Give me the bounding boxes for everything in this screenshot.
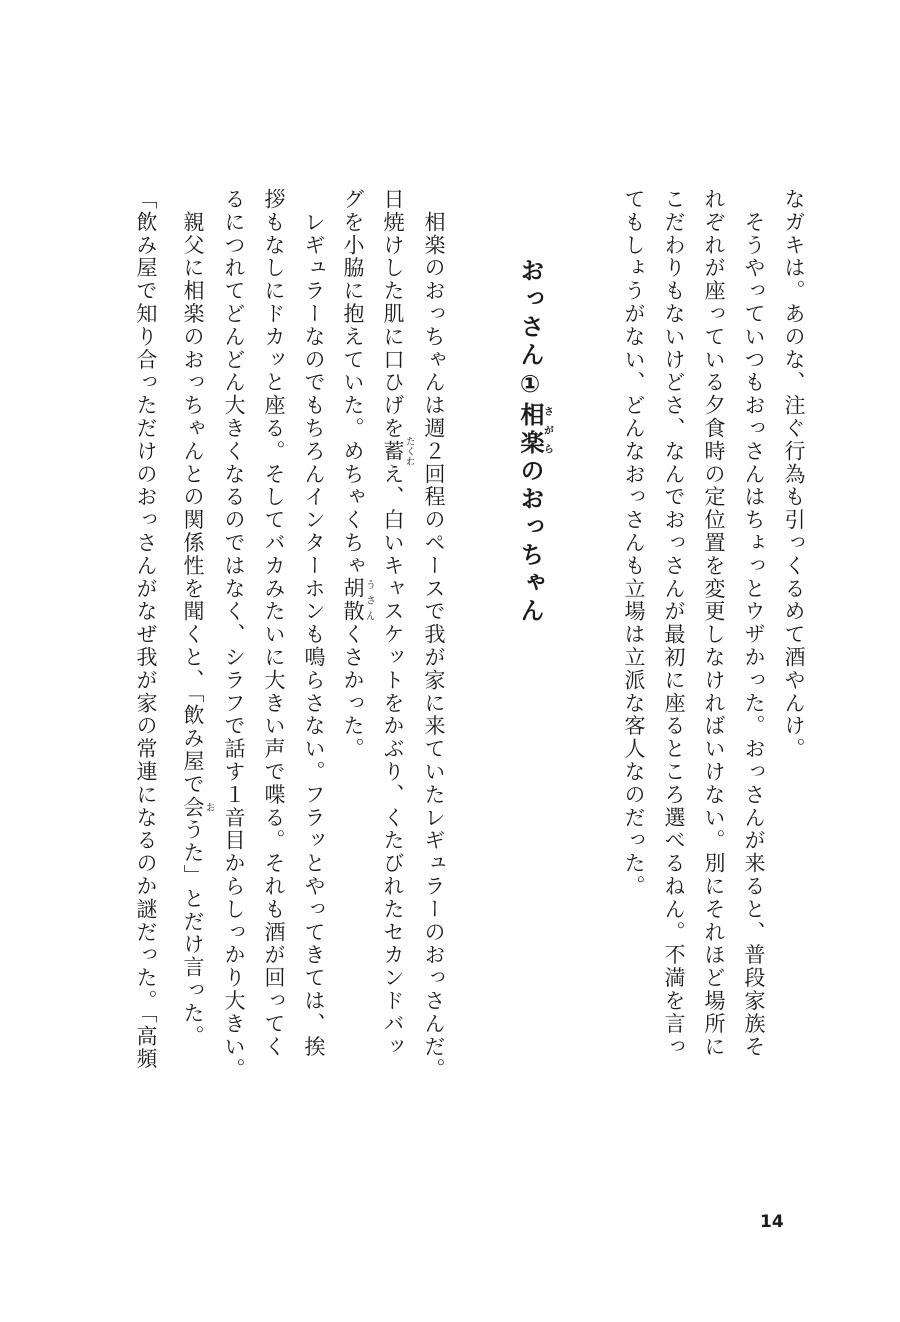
text-column-7 <box>374 188 414 1088</box>
text-column-12 <box>174 188 214 1088</box>
heading-ruby <box>516 402 553 458</box>
text-segment: グを小脇に抱えていた。めちゃくちゃ <box>341 188 365 578</box>
ruby-base: 会 <box>181 795 205 819</box>
section-heading <box>502 258 558 658</box>
text-column-4: こだわりもないけどさ、なんでおっさんが最初に座るところ選べるねん。不満を言っ <box>662 188 686 1059</box>
text-column-11: るにつれてどんどん大きくなるのではなく、シラフで話す１音目からしっかり大きい。 <box>222 188 246 1082</box>
ruby-text: うさん <box>363 577 374 624</box>
ruby-usan <box>341 577 374 624</box>
heading-prefix: おっさん① <box>516 258 544 402</box>
text-column-2: そうやっていつもおっさんはちょっとウザかった。おっさんが来ると、普段家族そ <box>742 188 766 1059</box>
text-segment: うた」とだけ言った。 <box>181 818 205 1048</box>
text-column-1: なガキは。あのな、注ぐ行為も引っくるめて酒やんけ。 <box>782 188 806 761</box>
text-column-5: てもしょうがない、どんなおっさんも立場は立派な客人なのだった。 <box>622 188 646 898</box>
text-column-9: レギュラーなのでもちろんインターホンも鳴らさない。フラッとやってきては、挨 <box>302 188 326 1059</box>
ruby-base: 蓄 <box>381 436 405 467</box>
text-segment: え、白いキャスケットをかぶり、くたびれたセカンドバッ <box>381 462 405 1059</box>
heading-kanji: 相楽 <box>516 402 544 458</box>
text-segment: くさかった。 <box>341 623 365 761</box>
text-segment: 日焼けした肌に口ひげを <box>381 188 405 440</box>
heading-furigana: さがら <box>541 402 553 458</box>
ruby-text: お <box>203 795 214 819</box>
heading-suffix: のおっちゃん <box>516 458 544 626</box>
ruby-text: たくわ <box>403 436 414 467</box>
ruby-base: 胡散 <box>341 577 365 624</box>
text-column-10: 拶もなしにドカッと座る。そしてバカみたいに大きい声で喋る。それも酒が回ってく <box>262 188 286 1059</box>
ruby-o <box>181 795 214 819</box>
ruby-takuwa <box>381 436 414 467</box>
text-column-6: 相楽のおっちゃんは週２回程のペースで我が家に来ていたレギュラーのおっさんだ。 <box>422 188 446 1082</box>
page-number: 14 <box>760 1212 784 1232</box>
text-column-3: れぞれが座っている夕食時の定位置を変更しなければいけない。別にそれほど場所に <box>702 188 726 1059</box>
text-column-8 <box>334 188 374 1088</box>
text-column-13: 「飲み屋で知り合っただけのおっさんがなぜ我が家の常連になるのか謎だった。「高頻 <box>134 188 158 1071</box>
text-segment: 親父に相楽のおっちゃんとの関係性を聞くと、「飲み屋で <box>181 188 205 796</box>
